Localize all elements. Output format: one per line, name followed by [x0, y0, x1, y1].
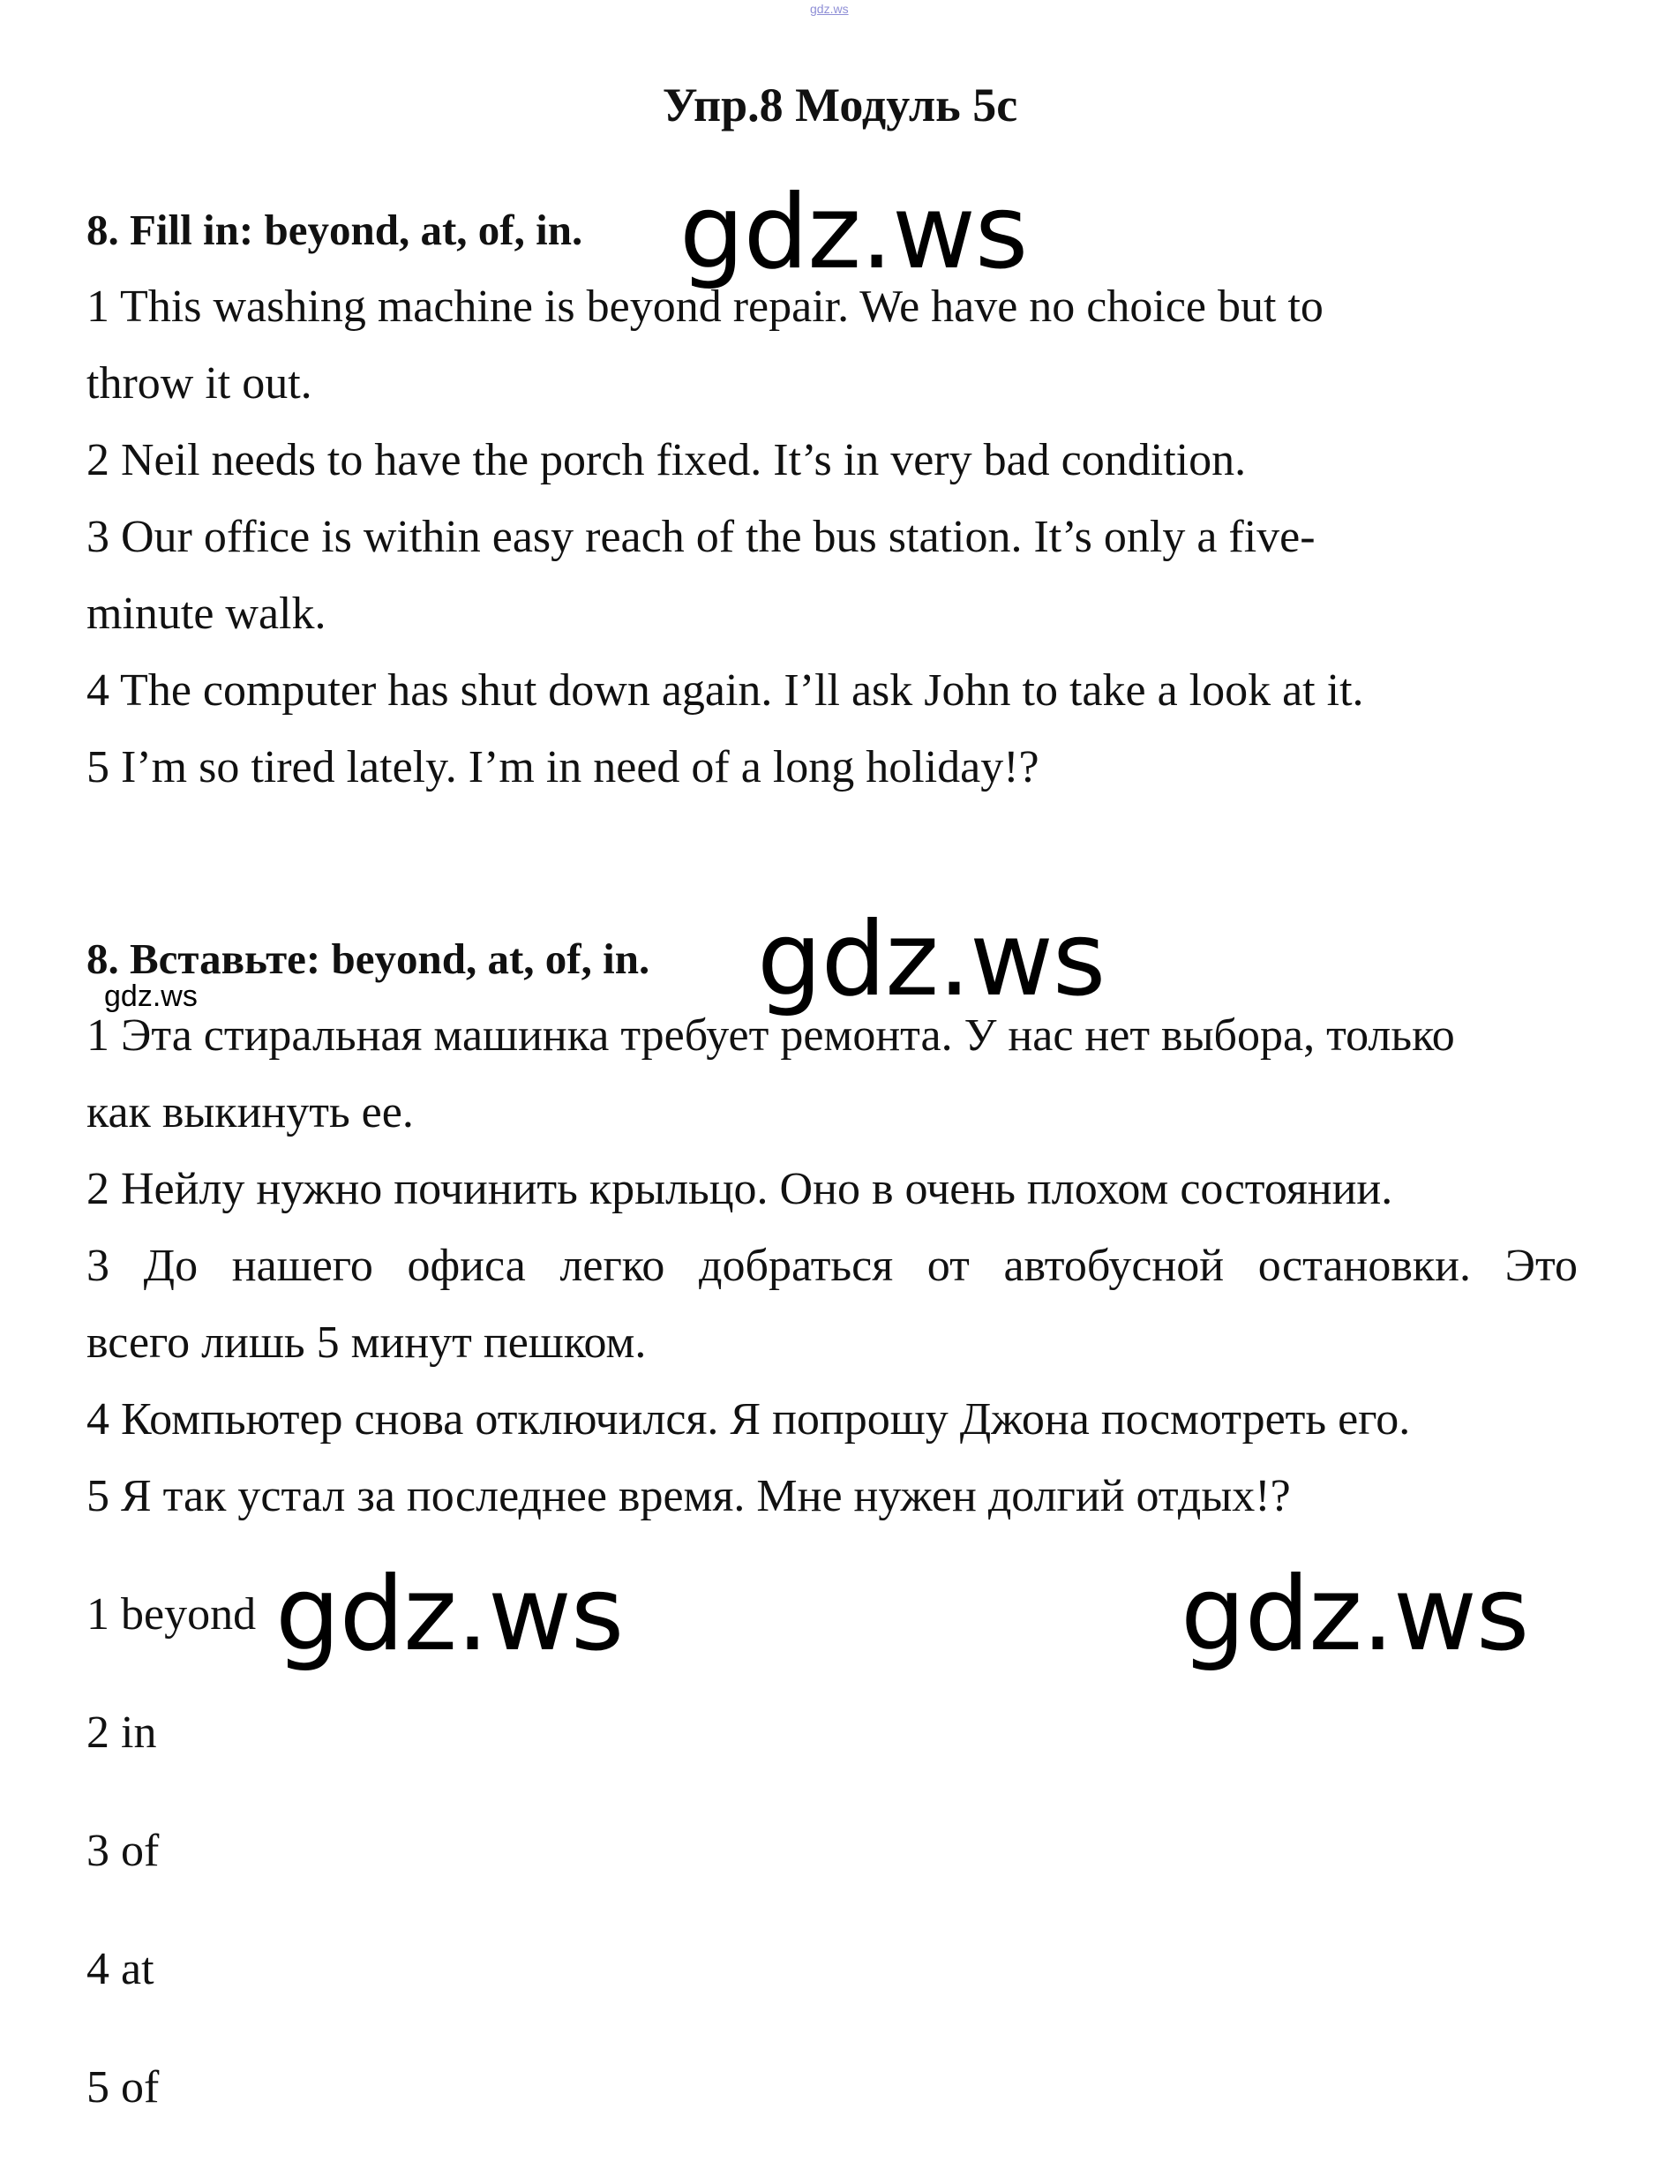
- watermark-answers-left: gdz.ws: [275, 1555, 624, 1674]
- english-line-7: 5 I’m so tired lately. I’m in need of a long holiday!?: [86, 742, 1039, 792]
- top-watermark: gdz.ws: [810, 2, 849, 16]
- answer-3: 3 of: [86, 1826, 160, 1876]
- russian-line-2: как выкинуть ее.: [86, 1087, 414, 1137]
- russian-line-3: 2 Нейлу нужно починить крыльцо. Оно в очень плохом состоянии.: [86, 1164, 1393, 1214]
- russian-line-1: 1 Эта стиральная машинка требует ремонта. У нас нет выбора, только: [86, 1010, 1455, 1061]
- english-line-6: 4 The computer has shut down again. I’ll ask John to take a look at it.: [86, 665, 1364, 716]
- english-line-1: 1 This washing machine is beyond repair. We have no choice but to: [86, 281, 1324, 332]
- english-line-2: throw it out.: [86, 358, 312, 409]
- watermark-answers-right: gdz.ws: [1181, 1555, 1529, 1674]
- answer-2: 2 in: [86, 1707, 157, 1758]
- answer-4: 4 at: [86, 1944, 154, 1994]
- english-heading: 8. Fill in: beyond, at, of, in.: [86, 206, 583, 254]
- watermark-russian: gdz.ws: [757, 900, 1106, 1019]
- russian-heading: 8. Вставьте: beyond, at, of, in.: [86, 934, 650, 983]
- russian-line-4: 3 До нашего офиса легко добраться от автобусной остановки. Это: [86, 1241, 1578, 1291]
- watermark-small: gdz.ws: [104, 979, 198, 1013]
- watermark-english: gdz.ws: [679, 173, 1028, 292]
- english-line-5: minute walk.: [86, 589, 326, 639]
- russian-line-7: 5 Я так устал за последнее время. Мне нужен долгий отдых!?: [86, 1471, 1291, 1521]
- english-line-4: 3 Our office is within easy reach of the bus station. It’s only a five-: [86, 512, 1316, 562]
- answer-1: 1 beyond: [86, 1589, 257, 1640]
- english-line-3: 2 Neil needs to have the porch fixed. It’s in very bad condition.: [86, 435, 1247, 485]
- answer-5: 5 of: [86, 2062, 160, 2113]
- russian-line-5: всего лишь 5 минут пешком.: [86, 1317, 647, 1368]
- page-title: Упр.8 Модуль 5с: [662, 79, 1018, 131]
- russian-line-6: 4 Компьютер снова отключился. Я попрошу Джона посмотреть его.: [86, 1394, 1411, 1445]
